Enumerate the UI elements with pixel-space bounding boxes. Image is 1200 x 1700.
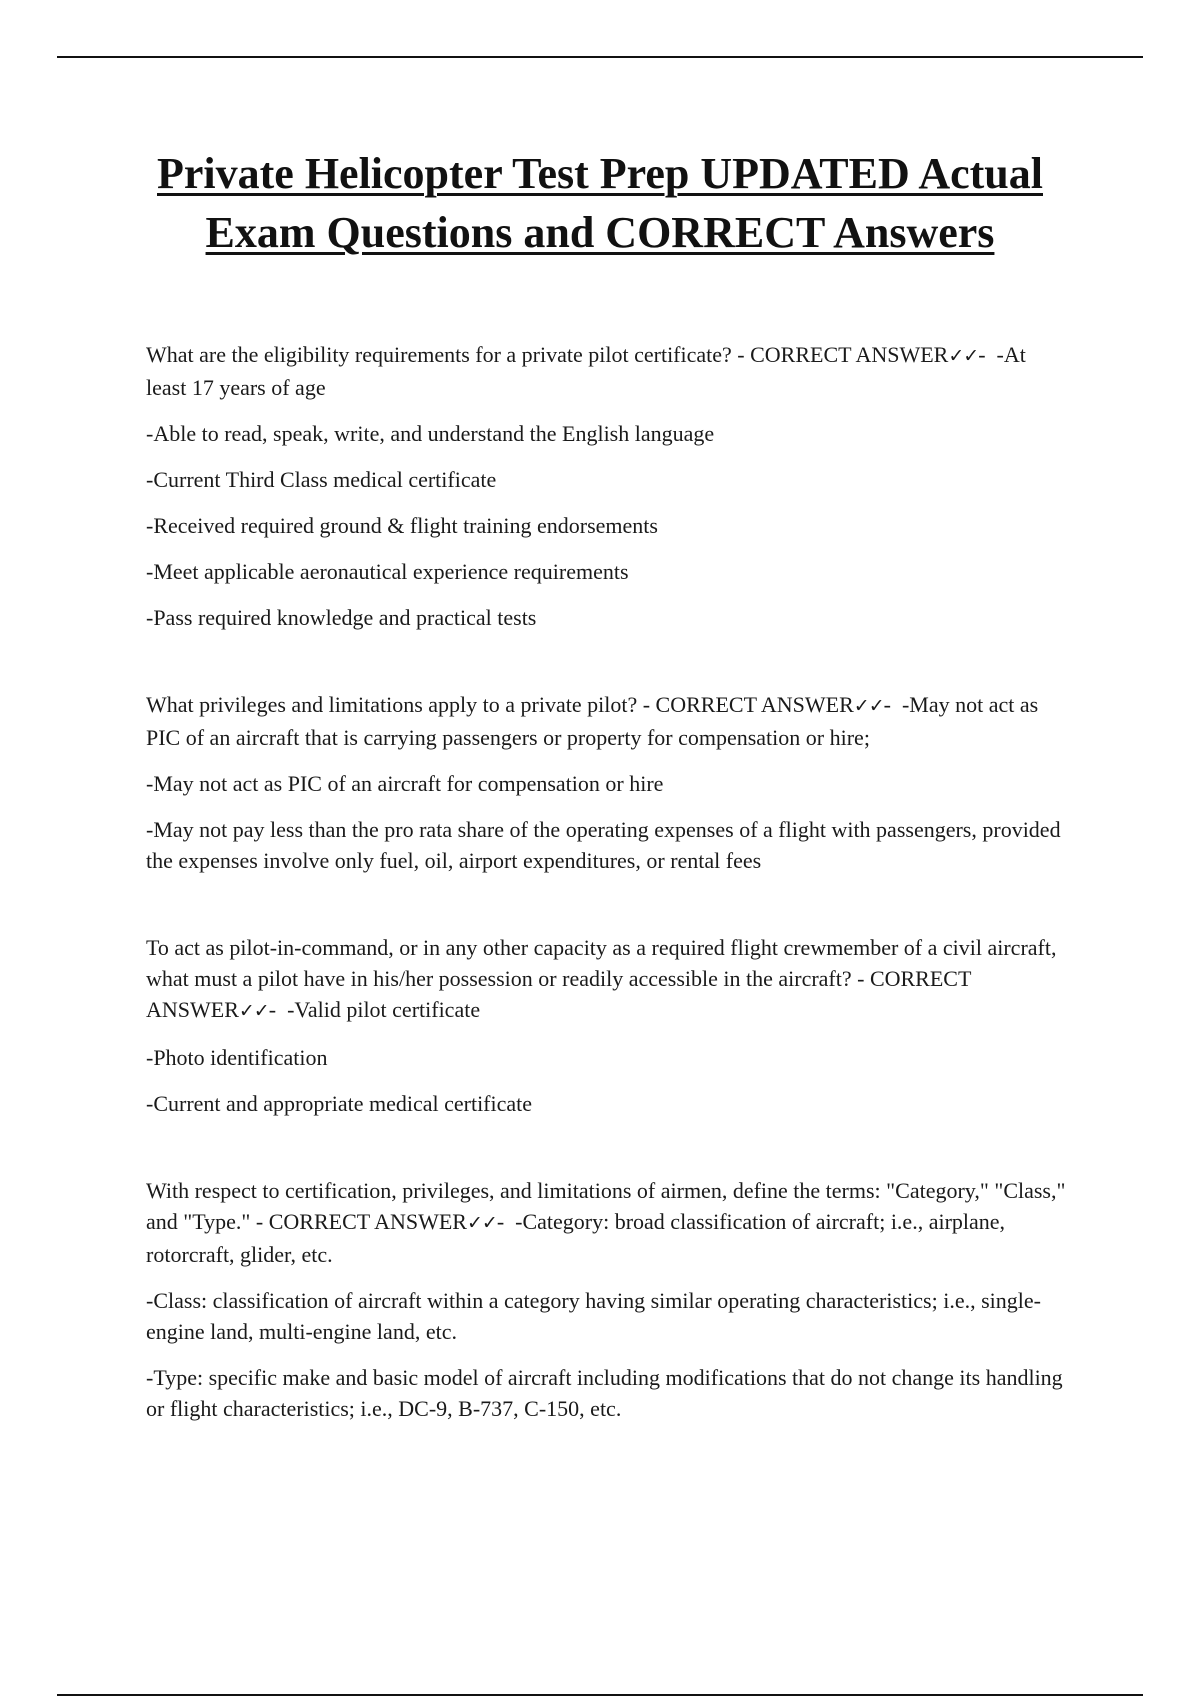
answer-line: -Category: broad classification of aircraft; i.e., airplane, rotorcraft, glider, etc.: [146, 1209, 1006, 1267]
question-text: With respect to certification, privileges, and limitations of airmen, define the terms: "Category," "Class," and "Type.": [146, 1178, 1066, 1234]
answer-line: -Class: classification of aircraft within a category having similar operating characteristics; i.e., single-engine land, multi-engine land, etc.: [146, 1288, 1041, 1344]
question-text: To act as pilot-in-command, or in any other capacity as a required flight crewmember of a civil aircraft, what must a pilot have in his/her possession or readily accessible in the aircraft?: [146, 935, 1057, 991]
answer-prefix: - CORRECT ANSWER: [731, 342, 949, 367]
question-paragraph: With respect to certification, privileges, and limitations of airmen, define the terms: "Category," "Class," and "Type." - CORRECT ANSWER✓✓- -Category: broad classification of aircraft; i.e., airplane, rotorcraft, glider, etc.: [146, 1178, 1066, 1267]
question-text: What privileges and limitations apply to a private pilot?: [146, 692, 638, 717]
answer-prefix: - CORRECT ANSWER: [637, 692, 854, 717]
answer-line: -Type: specific make and basic model of aircraft including modifications that do not change its handling or flight characteristics; i.e., DC-9, B-737, C-150, etc.: [146, 1365, 1063, 1421]
question-paragraph: What privileges and limitations apply to a private pilot? - CORRECT ANSWER✓✓- -May not act as PIC of an aircraft that is carrying passengers or property for compensation or hire;: [146, 692, 1039, 750]
question-block: [146, 339, 1066, 633]
document-title: Private Helicopter Test Prep UPDATED Actual Exam Questions and CORRECT Answers: [157, 149, 1043, 257]
answer-line: -Able to read, speak, write, and understand the English language: [146, 421, 715, 446]
bottom-rule: [57, 1694, 1143, 1696]
checkmark-icon: ✓✓: [853, 695, 884, 717]
question-paragraph: What are the eligibility requirements for a private pilot certificate? - CORRECT ANSWER✓✓- -At least 17 years of age: [146, 342, 1026, 400]
answer-line: -Meet applicable aeronautical experience requirements: [146, 559, 629, 584]
answer-line: -At least 17 years of age: [146, 342, 1026, 400]
question-paragraph: To act as pilot-in-command, or in any other capacity as a required flight crewmember of a civil aircraft, what must a pilot have in his/her possession or readily accessible in the aircraft? - CORRECT ANSWER✓✓- -Valid pilot certificate: [146, 935, 1057, 1022]
checkmark-icon: ✓✓: [238, 1000, 269, 1022]
checkmark-icon: ✓✓: [948, 345, 979, 367]
answer-line: -May not act as PIC of an aircraft that is carrying passengers or property for compensation or hire;: [146, 692, 1039, 750]
answer-line: -Current and appropriate medical certificate: [146, 1091, 533, 1116]
top-rule: [57, 56, 1143, 58]
answer-prefix: - CORRECT ANSWER: [146, 966, 972, 1022]
question-text: What are the eligibility requirements for a private pilot certificate?: [146, 342, 732, 367]
checkmark-icon: ✓✓: [466, 1212, 497, 1234]
answer-line: -Current Third Class medical certificate: [146, 467, 497, 492]
answer-line: -May not pay less than the pro rata share of the operating expenses of a flight with passengers, provided the expenses involve only fuel, oil, airport expenditures, or rental fees: [146, 817, 1061, 873]
question-block: [146, 1175, 1066, 1424]
question-block: [146, 689, 1066, 876]
question-block: [146, 932, 1066, 1119]
answer-prefix: - CORRECT ANSWER: [250, 1209, 467, 1234]
answer-line: -Pass required knowledge and practical tests: [146, 605, 537, 630]
question-list: [146, 339, 1066, 1424]
answer-line: -Received required ground & flight training endorsements: [146, 513, 658, 538]
answer-line: -Valid pilot certificate: [287, 997, 481, 1022]
answer-line: -Photo identification: [146, 1045, 328, 1070]
answer-line: -May not act as PIC of an aircraft for compensation or hire: [146, 771, 664, 796]
